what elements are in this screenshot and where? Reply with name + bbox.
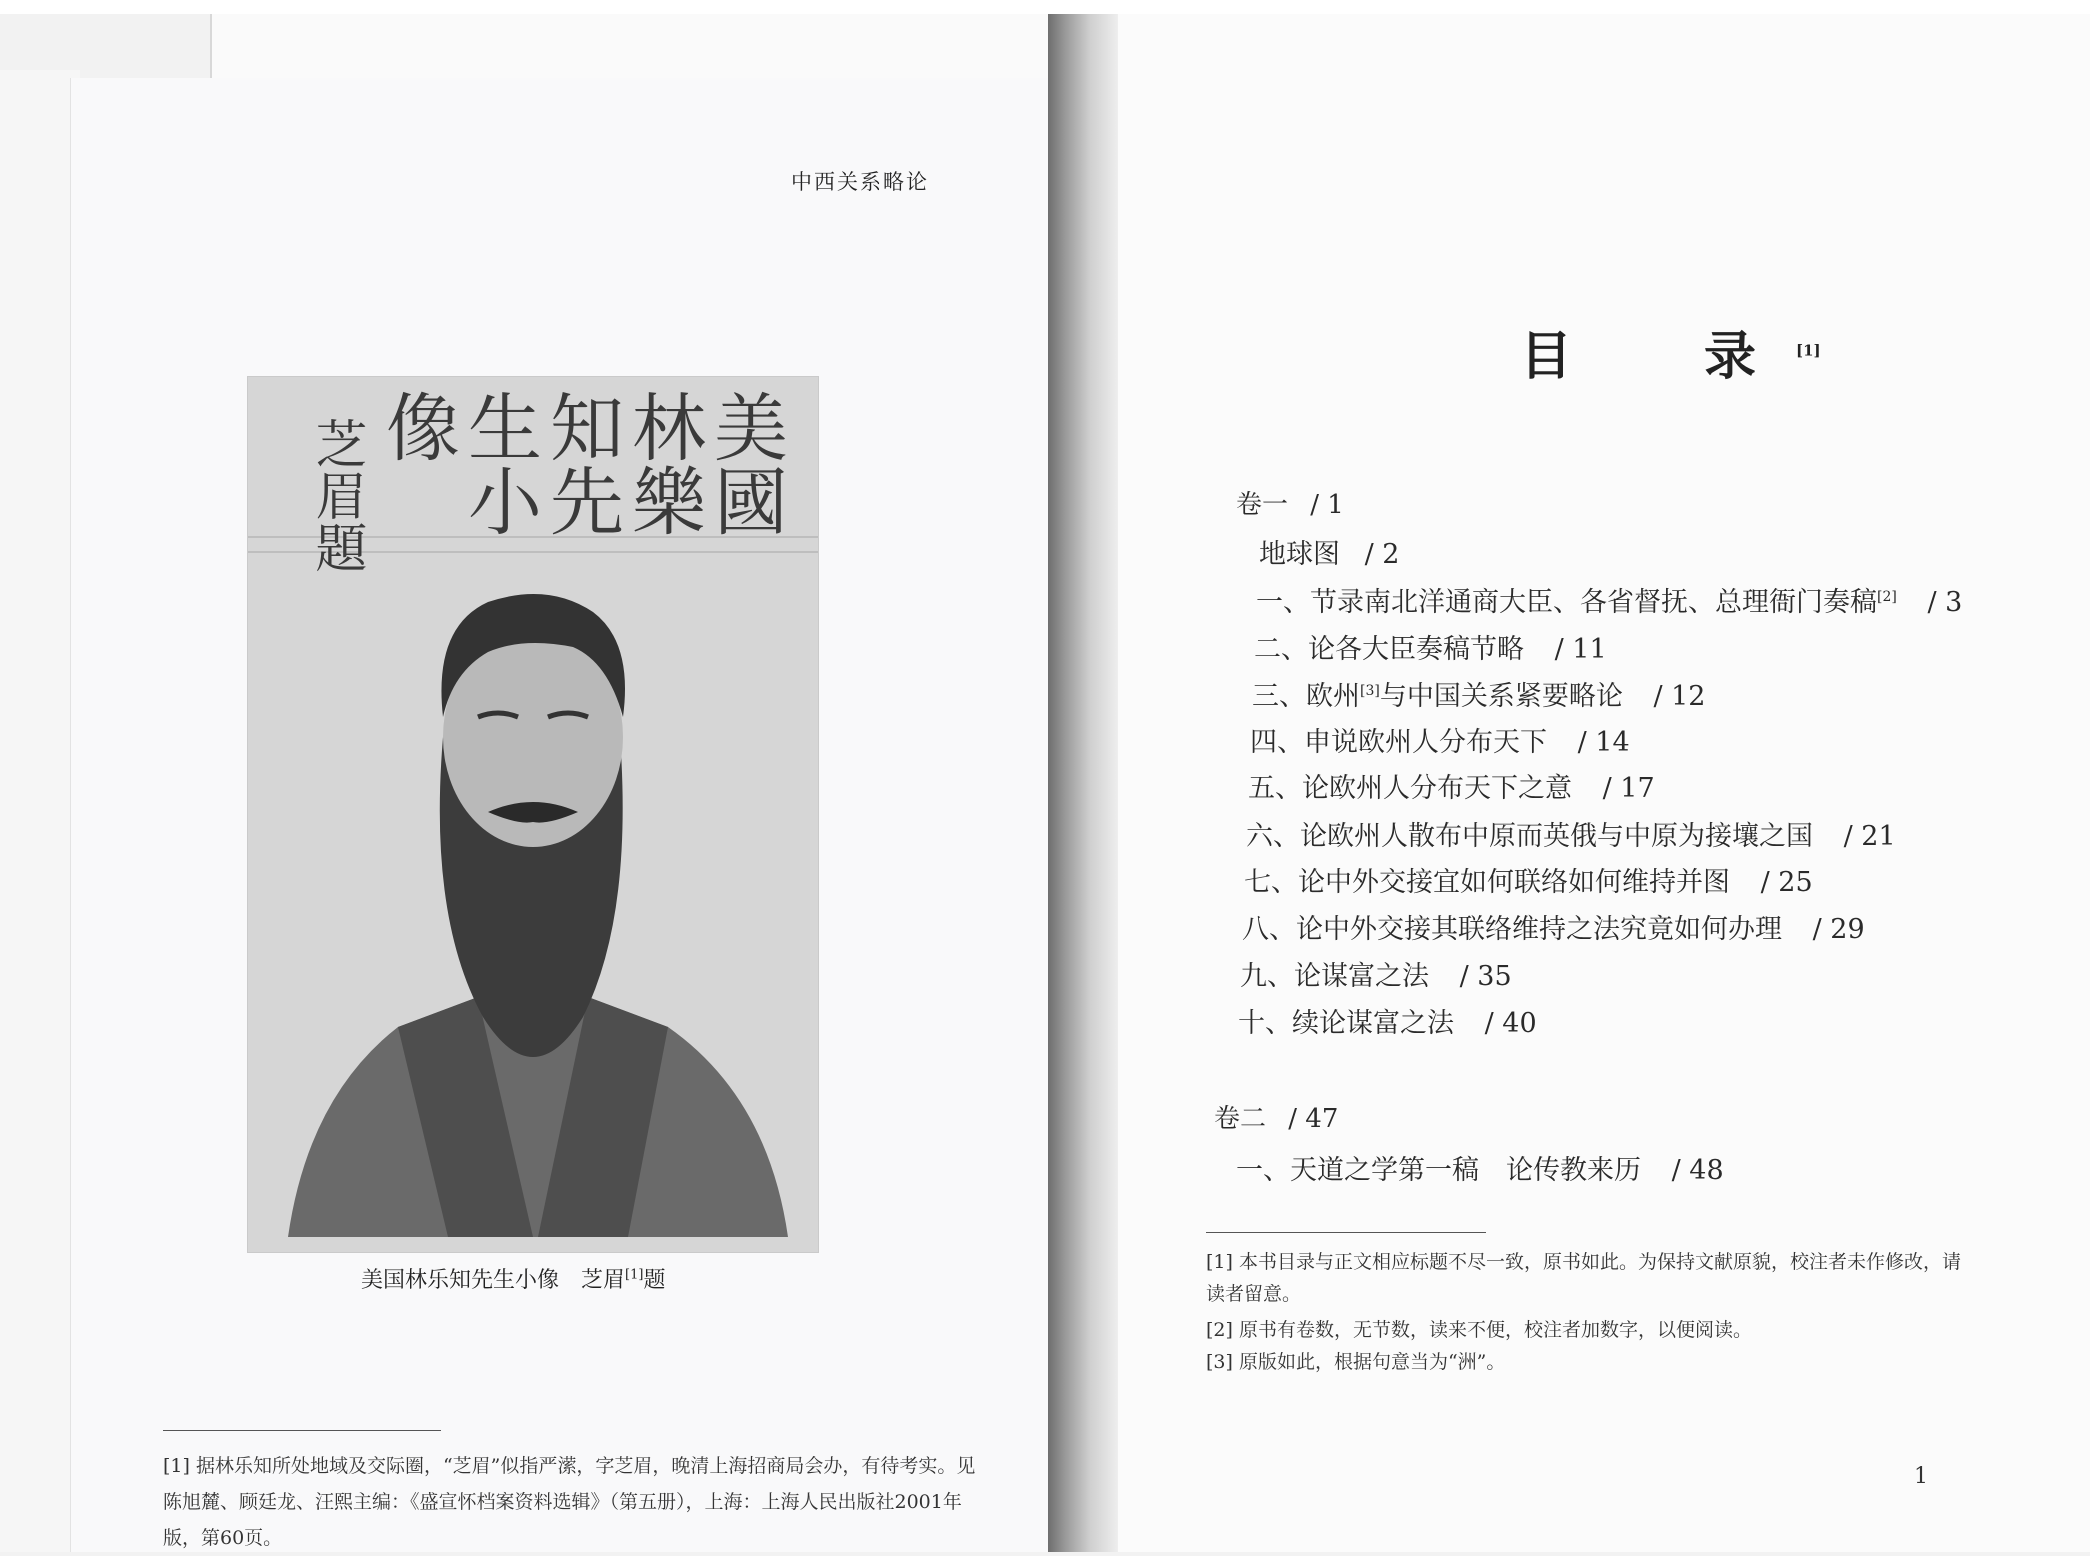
- footnote-text: 原版如此，根据句意当为“洲”。: [1238, 1351, 1506, 1373]
- toc-entry-text-cont: 与中国关系紧要略论: [1379, 681, 1623, 712]
- toc-title-ref: [1]: [1796, 341, 1821, 360]
- toc-entry: [1242, 907, 1865, 946]
- toc-volume-2: [1214, 1098, 1338, 1135]
- toc-entry: [1246, 814, 1896, 853]
- footnote-divider: [1206, 1232, 1486, 1233]
- inscription-col2: 林樂: [620, 389, 706, 537]
- toc-entry-text: 四、申说欧州人分布天下: [1250, 727, 1547, 758]
- left-page: [70, 78, 1061, 1552]
- toc-entry: [1240, 954, 1512, 993]
- toc-entry: [1238, 1001, 1537, 1040]
- toc-entry-text: 一、节录南北洋通商大臣、各省督抚、总理衙门奏稿: [1256, 587, 1877, 618]
- toc-entry: [1248, 766, 1655, 805]
- volume-page: / 1: [1310, 490, 1344, 520]
- footnote-text: 原书有卷数，无节数，读来不便，校注者加数字，以便阅读。: [1238, 1319, 1752, 1341]
- caption-footnote-ref: [1]: [625, 1267, 644, 1283]
- toc-volume-1: [1236, 484, 1344, 521]
- footnote-marker: [3]: [1206, 1351, 1233, 1373]
- toc-entry-text: 十、续论谋富之法: [1238, 1008, 1454, 1039]
- toc-entry-text: 九、论谋富之法: [1240, 961, 1429, 992]
- running-header: 中西关系略论: [791, 170, 929, 194]
- toc-entry-text: 一、天道之学第一稿 论传教来历: [1236, 1155, 1641, 1186]
- toc-entry-page: / 14: [1577, 727, 1630, 758]
- portrait-image: [247, 376, 819, 1253]
- volume-label: 卷一: [1236, 490, 1289, 520]
- footnote-marker: [1]: [163, 1455, 190, 1477]
- back-sheet-left-edge: [0, 70, 80, 1552]
- footnote-text: 本书目录与正文相应标题不尽一致，原书如此。为保持文献原貌，校注者未作修改，请读者留意。: [1206, 1251, 1961, 1305]
- toc-title: [1520, 314, 1821, 389]
- toc-entry-text: 二、论各大臣奏稿节略: [1254, 634, 1524, 665]
- toc-entry-page: / 40: [1484, 1008, 1537, 1039]
- toc-entry: [1254, 627, 1607, 666]
- footnote-divider: [163, 1430, 441, 1431]
- caption-text: 美国林乐知先生小像 芝眉: [361, 1268, 626, 1293]
- left-footnote: [163, 1448, 985, 1556]
- toc-entry: [1236, 1148, 1724, 1187]
- footnote-marker: [1]: [1206, 1251, 1233, 1273]
- inscription-col5: 像: [374, 389, 460, 463]
- toc-entry-page: / 21: [1843, 821, 1896, 852]
- footnote-marker: [2]: [1206, 1319, 1233, 1341]
- toc-entry-page: / 48: [1671, 1155, 1724, 1186]
- toc-entry-page: / 11: [1554, 634, 1607, 665]
- footnote-text: 据林乐知所处地域及交际圈，“芝眉”似指严潆，字芝眉，晚清上海招商局会办，有待考实。见陈旭麓、顾廷龙、汪熙主编：《盛宣怀档案资料选辑》（第五册），上海：上海人民出版社2001年版，第60页。: [163, 1455, 976, 1549]
- book-spine-shadow: [1048, 14, 1118, 1552]
- volume-page: / 47: [1288, 1104, 1339, 1134]
- volume-label: 卷二: [1214, 1104, 1267, 1134]
- toc-entry-page: / 25: [1760, 867, 1813, 898]
- toc-entry-text: 三、欧州: [1252, 681, 1360, 712]
- right-footnote: [1206, 1246, 1966, 1310]
- toc-entry-text: 地球图: [1259, 539, 1340, 570]
- toc-entry-page: / 3: [1927, 587, 1963, 618]
- toc-entry-page: / 29: [1812, 914, 1865, 945]
- toc-entry-page: / 17: [1602, 773, 1655, 804]
- toc-entry-ref: [3]: [1360, 683, 1380, 699]
- portrait-caption: [361, 1263, 665, 1294]
- toc-entry-text: 五、论欧州人分布天下之意: [1248, 773, 1572, 804]
- toc-entry: [1259, 532, 1399, 571]
- toc-entry-text: 七、论中外交接宜如何联络如何维持并图: [1244, 867, 1730, 898]
- toc-entry-ref: [2]: [1877, 589, 1897, 605]
- inscription-col4: 生小: [456, 389, 542, 537]
- right-footnote: [1206, 1346, 1966, 1378]
- toc-entry-text: 八、论中外交接其联络维持之法究竟如何办理: [1242, 914, 1782, 945]
- toc-entry: [1256, 580, 1962, 619]
- toc-entry: [1244, 860, 1813, 899]
- toc-entry-text: 六、论欧州人散布中原而英俄与中原为接壤之国: [1246, 821, 1813, 852]
- inscription-signature: 芝眉題: [306, 417, 366, 573]
- toc-entry-page: / 12: [1653, 681, 1706, 712]
- toc-entry: [1250, 720, 1630, 759]
- right-footnote: [1206, 1314, 1966, 1346]
- toc-title-text: 目 录: [1520, 326, 1797, 387]
- right-page: [1118, 14, 2090, 1552]
- inscription-col1: 美國: [702, 389, 788, 537]
- page-number: 1: [1914, 1464, 1928, 1489]
- inscription-col3: 知先: [538, 389, 624, 537]
- toc-entry: [1252, 674, 1705, 713]
- toc-entry-page: / 35: [1459, 961, 1512, 992]
- caption-tail: 题: [643, 1268, 666, 1293]
- toc-entry-page: / 2: [1364, 539, 1400, 570]
- scan-border: [0, 0, 2090, 14]
